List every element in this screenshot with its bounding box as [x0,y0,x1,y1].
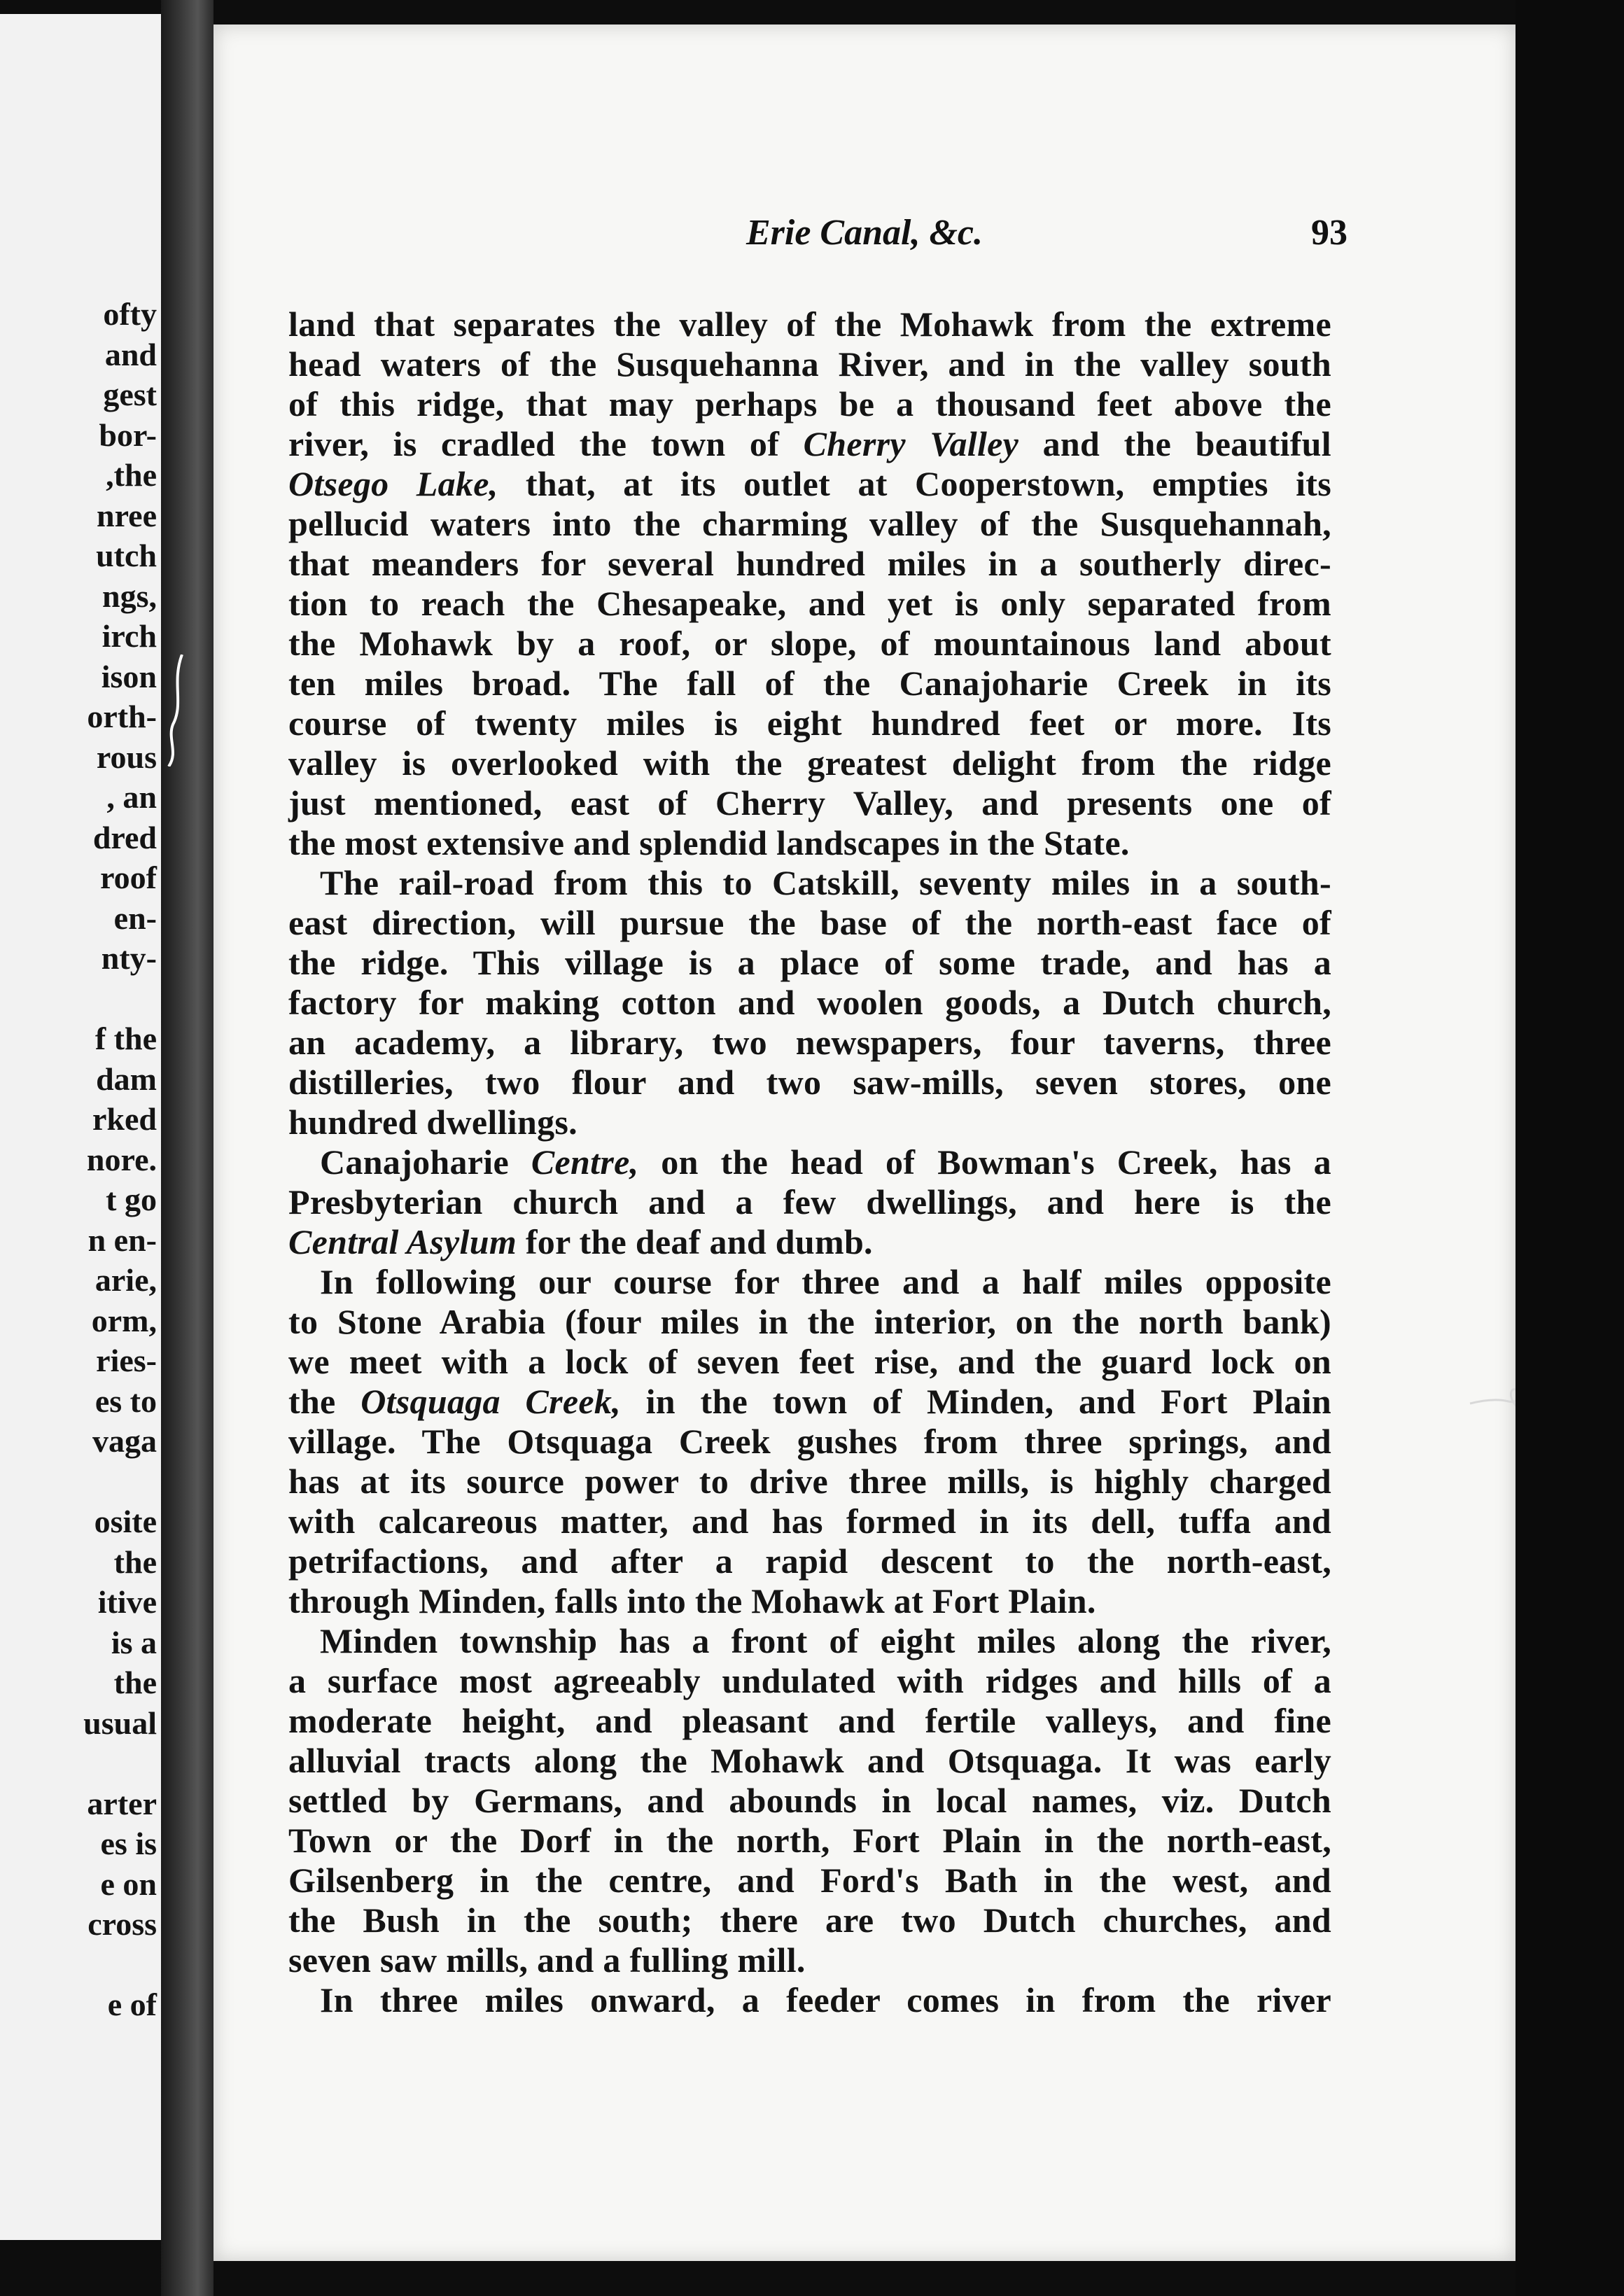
text-line [288,1222,1331,1262]
text-line: Presbyterian church and a few dwellings, and here is the [288,1182,1331,1222]
previous-page-fragment: orth- [87,699,157,734]
previous-page-fragment: nree [96,497,157,533]
text-line: we meet with a lock of seven feet rise, and the guard lock on [288,1342,1331,1381]
text-line: has at its source power to drive three mills, is highly charged [288,1462,1331,1501]
previous-page-fragment: usual [83,1704,157,1741]
line-segment: Canajoharie [320,1142,531,1182]
text-line: that meanders for several hundred miles in a southerly direc- [288,544,1331,583]
text-line: the Mohawk by a roof, or slope, of mountainous land about [288,624,1331,663]
previous-page-fragment: the [113,1544,157,1580]
text-line [288,424,1331,464]
text-line: settled by Germans, and abounds in local names, viz. Dutch [288,1781,1331,1820]
previous-page-fragment: dred [92,819,157,855]
running-head: Erie Canal, &c. [746,213,983,253]
previous-page-fragment: irch [102,618,157,654]
text-line [288,1142,1331,1182]
previous-page-fragment: ries- [96,1343,157,1378]
previous-page-fragment: , an [106,779,157,815]
text-line: moderate height, and pleasant and fertile valleys, and fine [288,1701,1331,1740]
italic-place-name: Cherry Valley [803,424,1019,463]
previous-page-fragment: ,the [106,457,157,493]
text-line: Gilsenberg in the centre, and Ford's Bath in the west, and [288,1861,1331,1900]
text-line: the Bush in the south; there are two Dutch churches, and [288,1900,1331,1940]
text-line: ten miles broad. The fall of the Canajoharie Creek in its [288,664,1331,703]
previous-page-fragment: the [113,1665,157,1700]
text-line: tion to reach the Chesapeake, and yet is only separated from [288,584,1331,623]
text-line: through Minden, falls into the Mohawk at Fort Plain. [288,1581,1096,1620]
previous-page-fragment [17,1462,157,1502]
previous-page-fragment: roof [100,860,157,895]
previous-page-fragment: ison [101,658,157,694]
text-line: the ridge. This village is a place of some trade, and has a [288,943,1331,982]
text-line: Town or the Dorf in the north, Fort Plain in the north-east, [288,1821,1331,1860]
previous-page-fragment: is a [111,1624,157,1660]
previous-page-fragment: e on [100,1865,157,1902]
text-line: east direction, will pursue the base of the north-east face of [288,903,1331,942]
line-segment: in the town of Minden, and Fort Plain [620,1382,1331,1421]
previous-page-fragment: en- [113,899,157,936]
italic-place-name: Central Asylum [288,1222,517,1261]
text-line: just mentioned, east of Cherry Valley, and presents one of [288,783,1331,822]
text-line: In three miles onward, a feeder comes in from the river [320,1980,1331,2019]
previous-page-fragment: es is [100,1826,157,1861]
previous-page-fragment: bor- [99,416,157,453]
line-segment: that, at its outlet at Cooperstown, empties its [498,464,1331,503]
previous-page-fragment: itive [97,1584,157,1620]
background-edge [1516,0,1624,2296]
text-line: Minden township has a front of eight miles along the river, [320,1621,1331,1660]
previous-page-fragment: t go [106,1182,157,1217]
page-tear-mark [164,654,186,766]
text-line: petrifactions, and after a rapid descent to the north-east, [288,1541,1331,1581]
text-line: a surface most agreeably undulated with ridges and hills of a [288,1661,1331,1700]
text-line: seven saw mills, and a fulling mill. [288,1940,806,1980]
previous-page-fragment: rous [96,738,157,775]
previous-page-edge [0,14,161,2240]
previous-page-fragment: n en- [88,1222,157,1258]
page-number: 93 [1311,213,1348,253]
previous-page-fragment: arter [87,1785,157,1821]
text-line: distilleries, two flour and two saw-mills, seven stores, one [288,1063,1331,1102]
text-line: factory for making cotton and woolen goods, a Dutch church, [288,983,1331,1022]
previous-page-fragment [17,1945,157,1985]
line-segment: for the deaf and dumb. [517,1222,873,1261]
previous-page-fragment: arie, [94,1262,157,1298]
previous-page-fragment [17,979,157,1019]
text-line: the most extensive and splendid landscapes in the State. [288,823,1130,862]
previous-page-fragment: rked [92,1101,157,1137]
previous-page-fragment: f the [94,1021,157,1056]
previous-page-fragment: cross [88,1906,157,1942]
text-line: In following our course for three and a half miles opposite [320,1262,1331,1301]
text-line: of this ridge, that may perhaps be a thousand feet above the [288,384,1331,424]
previous-page-fragment: ofty [103,296,157,332]
previous-page-fragment: es to [94,1382,157,1419]
previous-page-fragment: nore. [86,1141,157,1177]
previous-page-fragment: e of [107,1987,157,2022]
text-line: pellucid waters into the charming valley of the Susquehannah, [288,504,1331,543]
body-text [288,304,1331,2020]
previous-page-fragment: vaga [92,1423,157,1459]
italic-place-name: Otsquaga Creek, [360,1382,621,1421]
italic-place-name: Centre, [531,1142,639,1182]
text-line: course of twenty miles is eight hundred feet or more. Its [288,704,1331,743]
book-page [214,24,1516,2261]
text-line: alluvial tracts along the Mohawk and Otsquaga. It was early [288,1741,1331,1780]
previous-page-fragment: ngs, [102,578,157,614]
italic-place-name: Otsego Lake, [288,464,498,503]
previous-page-text-fragments [17,294,157,2025]
line-segment: and the beautiful [1018,424,1331,463]
text-line: land that separates the valley of the Mohawk from the extreme [288,304,1331,344]
book-gutter [161,0,214,2296]
line-segment: river, is cradled the town of [288,424,804,463]
text-line: valley is overlooked with the greatest delight from the ridge [288,743,1331,783]
previous-page-fragment: dam [96,1060,157,1097]
text-line: an academy, a library, two newspapers, four taverns, three [288,1023,1331,1062]
previous-page-fragment: osite [94,1504,157,1539]
text-line [288,1382,1331,1422]
text-line: head waters of the Susquehanna River, and in the valley south [288,344,1331,384]
previous-page-fragment [17,1743,157,1784]
line-segment: on the head of Bowman's Creek, has a [638,1142,1331,1182]
previous-page-fragment: gest [103,377,157,412]
previous-page-fragment: orm, [91,1302,157,1338]
text-line: with calcareous matter, and has formed in its dell, tuffa and [288,1502,1331,1541]
line-segment: the [288,1382,361,1421]
text-line: The rail-road from this to Catskill, seventy miles in a south- [320,863,1331,902]
previous-page-fragment: utch [96,538,157,573]
text-line: village. The Otsquaga Creek gushes from three springs, and [288,1422,1331,1461]
previous-page-fragment: nty- [101,940,157,976]
text-line [288,464,1331,504]
text-line: hundred dwellings. [288,1102,578,1142]
text-line: to Stone Arabia (four miles in the interior, on the north bank) [288,1302,1331,1341]
previous-page-fragment: and [104,336,157,372]
